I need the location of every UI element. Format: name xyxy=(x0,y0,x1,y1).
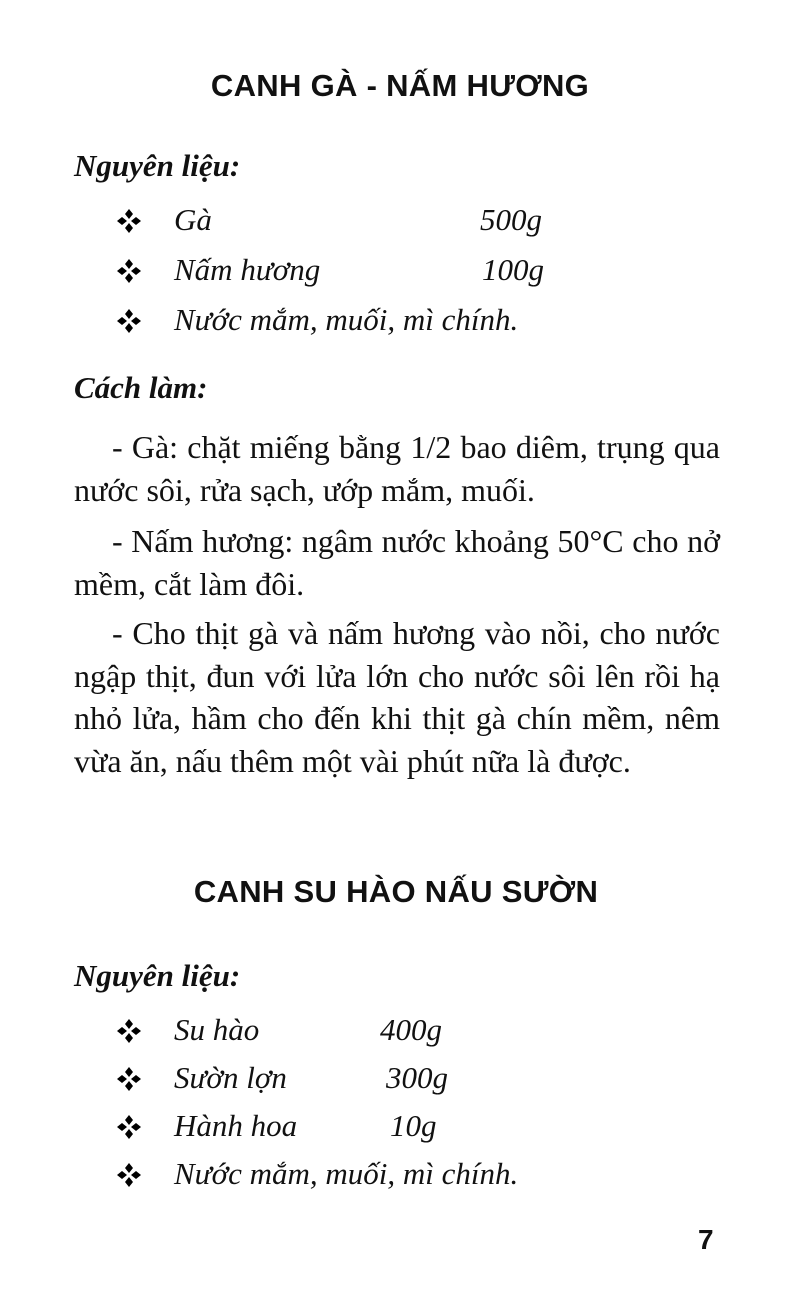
page-number: 7 xyxy=(698,1224,714,1255)
recipe2-ingredient-4 xyxy=(0,1156,800,1196)
step-text: - Nấm hương: ngâm nước khoảng 50°C cho nở mềm, cắt làm đôi. xyxy=(74,523,720,602)
recipe1-step-2 xyxy=(74,520,720,605)
diamond-bullet-icon xyxy=(116,258,142,284)
recipe2-title: CANH SU HÀO NẤU SƯỜN xyxy=(193,874,599,909)
diamond-bullet-icon xyxy=(116,208,142,234)
ingredient-name: Nước mắm, muối, mì chính. xyxy=(174,1156,519,1191)
ingredient-name: Nấm hương xyxy=(174,252,321,287)
recipe2-ingredient-2 xyxy=(0,1060,800,1100)
ingredient-name: Sườn lợn xyxy=(174,1060,287,1095)
ingredient-qty: 400g xyxy=(380,1012,442,1047)
ingredient-name: Hành hoa xyxy=(174,1108,298,1143)
ingredient-qty: 500g xyxy=(480,202,542,237)
recipe1-method-label: Cách làm: xyxy=(74,370,208,405)
recipe1-ingredient-2 xyxy=(0,252,800,292)
ingredient-qty: 100g xyxy=(482,252,544,287)
diamond-bullet-icon xyxy=(116,1162,142,1188)
ingredient-name: Nước mắm, muối, mì chính. xyxy=(174,302,519,337)
recipe2-ingredient-1 xyxy=(0,1012,800,1052)
ingredient-qty: 300g xyxy=(386,1060,448,1095)
recipe1-title: CANH GÀ - NẤM HƯƠNG xyxy=(210,68,590,103)
recipe2-ingredients-label: Nguyên liệu: xyxy=(74,958,241,993)
recipe1-ingredient-1 xyxy=(0,202,800,242)
ingredient-name: Su hào xyxy=(174,1012,260,1047)
diamond-bullet-icon xyxy=(116,1114,142,1140)
recipe2-ingredient-3 xyxy=(0,1108,800,1148)
diamond-bullet-icon xyxy=(116,308,142,334)
diamond-bullet-icon xyxy=(116,1018,142,1044)
recipe1-step-3 xyxy=(74,612,720,782)
diamond-bullet-icon xyxy=(116,1066,142,1092)
ingredient-qty: 10g xyxy=(390,1108,437,1143)
recipe1-ingredients-label: Nguyên liệu: xyxy=(74,148,241,183)
step-text: - Gà: chặt miếng bằng 1/2 bao diêm, trụng qua nước sôi, rửa sạch, ướp mắm, muối. xyxy=(74,429,720,508)
recipe1-step-1 xyxy=(74,426,720,511)
ingredient-name: Gà xyxy=(174,202,212,237)
step-text: - Cho thịt gà và nấm hương vào nồi, cho nước ngập thịt, đun với lửa lớn cho nước sôi lên rồi hạ nhỏ lửa, hầm cho đến khi thịt gà chín mềm, nêm vừa ăn, nấu thêm một vài phút nữa là được. xyxy=(74,615,720,779)
recipe1-ingredient-3 xyxy=(0,302,800,342)
